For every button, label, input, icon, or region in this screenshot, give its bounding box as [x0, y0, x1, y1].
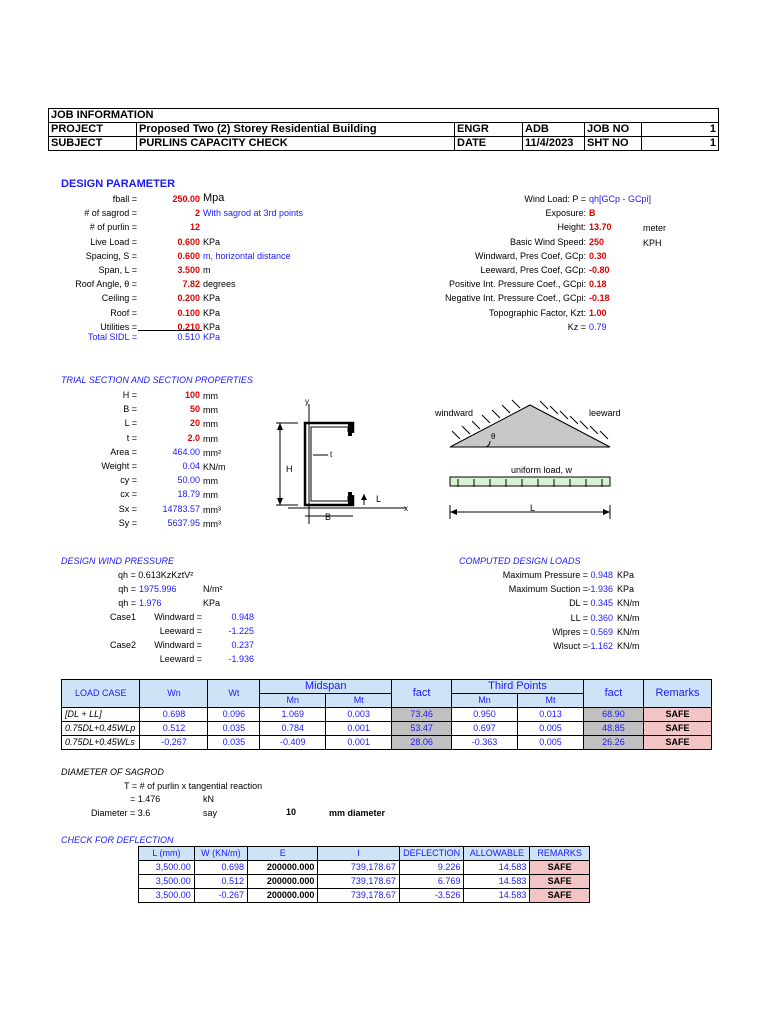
section-prop-unit: mm: [203, 391, 218, 401]
span-label: L: [530, 503, 536, 513]
wind-param-label: Exposure:: [545, 208, 586, 219]
sum-underline: [138, 330, 202, 331]
df-header: L (mm): [139, 847, 195, 861]
lc-fact2: 68.90: [584, 708, 644, 722]
windward-label: windward: [435, 408, 474, 418]
wind-param-label: Leeward, Pres Coef, GCp:: [480, 265, 586, 275]
lc-fact: 73.46: [392, 708, 452, 722]
diagram-t-label: t: [330, 450, 333, 459]
wind-param-unit: meter: [643, 223, 667, 234]
sagrod-t-value: = 1.476: [130, 794, 161, 804]
section-prop-unit: mm³: [203, 504, 221, 515]
df-remarks: SAFE: [530, 889, 590, 903]
qh-formula: qh = 0.613KzKztV²: [118, 570, 194, 580]
load-label: Maximum Suction =: [508, 584, 588, 595]
design-param-unit: m, horizontal distance: [203, 250, 291, 261]
df-l: 3,500.00: [139, 861, 195, 875]
project-label: PROJECT: [49, 123, 137, 137]
section-prop-label: Weight =: [101, 461, 137, 471]
lc-mt2: 0.005: [518, 722, 584, 736]
case2-windward-label: Windward =: [154, 640, 202, 650]
lc-row: [62, 722, 712, 736]
section-prop-label: B =: [123, 404, 137, 415]
case2-leeward-label: Leeward =: [159, 654, 202, 664]
section-prop-label: t =: [126, 432, 137, 443]
wind-param-value: 0.18: [589, 279, 607, 290]
section-prop-unit: mm: [203, 490, 218, 501]
deflection-table: [138, 846, 590, 903]
date-value: 11/4/2023: [523, 137, 585, 151]
theta-label: θ: [491, 432, 496, 441]
wind-param-value: 13.70: [589, 222, 612, 233]
df-allowable: 14.583: [464, 889, 530, 903]
section-prop-label: H =: [122, 390, 137, 400]
df-header: REMARKS: [530, 847, 590, 861]
section-prop-label: cy =: [120, 475, 137, 486]
section-prop-value: 464.00: [172, 446, 200, 457]
lc-mt: 0.001: [326, 736, 392, 750]
design-param-value: 7.82: [182, 279, 200, 290]
lc-wt: 0.035: [208, 736, 260, 750]
subject-name: PURLINS CAPACITY CHECK: [137, 137, 455, 151]
case2-windward-value: 0.237: [231, 640, 254, 650]
wind-param-value: 0.30: [589, 250, 607, 261]
case2-label: Case2: [110, 640, 137, 650]
design-param-unit: KPa: [203, 236, 221, 247]
lc-mn2: 0.950: [452, 708, 518, 722]
df-l: 3,500.00: [139, 889, 195, 903]
df-row: [139, 875, 590, 889]
lc-header-fact: fact: [392, 680, 452, 708]
total-sidl-label: Total SIDL =: [88, 332, 137, 342]
date-label: DATE: [455, 137, 523, 151]
section-prop-label: Sx =: [118, 503, 137, 514]
df-header: DEFLECTION: [399, 847, 464, 861]
sagrod-diameter-label: Diameter = 3.6: [91, 808, 151, 818]
section-prop-label: cx =: [120, 489, 137, 500]
lc-row: [62, 736, 712, 750]
sagrod-say: say: [203, 808, 218, 818]
df-header: I: [318, 847, 399, 861]
jobno-value: 1: [642, 123, 719, 137]
lc-wn: 0.698: [140, 708, 208, 722]
subject-label: SUBJECT: [49, 137, 137, 151]
design-param-label: # of purlin =: [89, 222, 137, 233]
section-prop-value: 100: [184, 390, 200, 400]
case1-windward-value: 0.948: [231, 612, 254, 622]
section-prop-unit: mm: [203, 405, 218, 416]
lc-case: 0.75DL+0.45WLs: [62, 736, 140, 750]
uniform-load-label: uniform load, w: [511, 465, 573, 475]
lc-row: [62, 708, 712, 722]
lc-wn: 0.512: [140, 722, 208, 736]
engr-value: ADB: [523, 123, 585, 137]
c-section-diagram: [268, 396, 418, 526]
lc-header-case: LOAD CASE: [62, 680, 140, 708]
df-w: 0.512: [194, 875, 247, 889]
lc-case: 0.75DL+0.45WLp: [62, 722, 140, 736]
lc-fact: 53.47: [392, 722, 452, 736]
design-param-value: 0.100: [177, 307, 200, 318]
wind-param-label: Negative Int. Pressure Coef., GCpi:: [444, 293, 586, 304]
design-param-label: Roof Angle, θ =: [75, 279, 137, 290]
qh1-unit: N/m²: [203, 584, 223, 594]
load-label: Maximum Pressure =: [502, 570, 588, 580]
wind-param-label: Windward, Pres Coef, GCp:: [474, 250, 586, 261]
qh2-value: 1.976: [139, 598, 162, 608]
df-header: W (KN/m): [194, 847, 247, 861]
df-l: 3,500.00: [139, 875, 195, 889]
df-e: 200000.000: [248, 861, 318, 875]
design-param-value: 0.210: [177, 321, 200, 332]
df-w: 0.698: [194, 861, 247, 875]
wind-param-value: -0.80: [589, 265, 610, 275]
df-e: 200000.000: [248, 875, 318, 889]
lc-remarks: SAFE: [643, 722, 711, 736]
section-prop-value: 5637.95: [167, 517, 200, 528]
section-prop-value: 50: [189, 404, 200, 415]
load-label: Wlsuct =: [553, 641, 588, 651]
section-prop-unit: mm: [203, 419, 218, 430]
diagram-h-label: H: [286, 464, 293, 474]
lc-mt: 0.001: [326, 722, 392, 736]
section-heading: TRIAL SECTION AND SECTION PROPERTIES: [61, 375, 253, 385]
design-param-label: Utilities =: [100, 321, 137, 332]
lc-fact2: 48.85: [584, 722, 644, 736]
df-i: 739,178.67: [318, 861, 399, 875]
job-information-table: [48, 108, 719, 151]
wind-param-unit: KPH: [643, 237, 662, 248]
load-unit: KN/m: [617, 612, 640, 623]
lc-fact: 28.06: [392, 736, 452, 750]
design-param-unit: m: [203, 265, 211, 275]
jobno-label: JOB NO: [585, 123, 642, 137]
section-prop-value: 14783.57: [162, 503, 200, 514]
design-param-value: 0.200: [177, 293, 200, 304]
section-prop-unit: mm²: [203, 447, 221, 458]
section-prop-label: Area =: [110, 446, 137, 457]
lc-mn2: -0.363: [452, 736, 518, 750]
qh2-label: qh =: [118, 598, 136, 608]
load-value: -1.162: [587, 641, 613, 651]
lc-header-wt: Wt: [208, 680, 260, 708]
sagrod-formula: T = # of purlin x tangential reaction: [124, 781, 263, 791]
section-prop-label: L =: [124, 418, 137, 429]
design-param-label: # of sagrod =: [84, 208, 137, 219]
load-case-table: [61, 679, 712, 750]
lc-header-mt2: Mt: [518, 694, 584, 708]
design-param-label: Span, L =: [98, 265, 137, 275]
df-row: [139, 889, 590, 903]
lc-header-third: Third Points: [452, 680, 584, 694]
lc-header-midspan: Midspan: [260, 680, 392, 694]
diagram-x-label: x: [404, 504, 408, 513]
lc-mn2: 0.697: [452, 722, 518, 736]
section-prop-value: 20: [189, 418, 200, 429]
total-sidl-value: 0.510: [177, 332, 200, 342]
section-prop-unit: mm³: [203, 518, 221, 529]
df-allowable: 14.583: [464, 861, 530, 875]
sagrod-diameter: 10: [286, 807, 297, 817]
df-remarks: SAFE: [530, 861, 590, 875]
wind-heading: DESIGN WIND PRESSURE: [61, 556, 175, 566]
design-param-value: 0.600: [177, 236, 200, 247]
design-param-value: 250.00: [172, 194, 200, 204]
diagram-b-label: B: [325, 512, 332, 522]
wind-param-value: qh[GCp - GCpi]: [589, 194, 652, 204]
df-row: [139, 861, 590, 875]
section-prop-unit: mm: [203, 433, 218, 444]
sagrod-t-unit: kN: [203, 794, 214, 804]
diagram-l-label: L: [376, 494, 382, 504]
wind-param-label: Positive Int. Pressure Coef., GCpi:: [448, 279, 586, 290]
section-prop-value: 0.04: [182, 461, 200, 471]
shtno-label: SHT NO: [585, 137, 642, 151]
total-sidl-unit: KPa: [203, 332, 221, 342]
diagram-y-label: y: [305, 397, 309, 406]
design-param-value: 12: [189, 222, 200, 233]
qh1-value: 1975.996: [139, 584, 177, 594]
engr-label: ENGR: [455, 123, 523, 137]
case1-leeward-label: Leeward =: [159, 626, 202, 636]
section-prop-value: 2.0: [187, 432, 200, 443]
lc-mn: 1.069: [260, 708, 326, 722]
qh1-label: qh =: [118, 584, 136, 594]
wind-param-label: Basic Wind Speed:: [509, 236, 586, 247]
lc-header-wn: Wn: [140, 680, 208, 708]
section-prop-value: 18.79: [177, 489, 200, 500]
section-prop-unit: KN/m: [203, 462, 226, 472]
design-param-unit: KPa: [203, 307, 221, 318]
lc-wn: -0.267: [140, 736, 208, 750]
load-unit: KN/m: [617, 641, 640, 651]
section-prop-unit: mm: [203, 476, 218, 487]
load-unit: KPa: [617, 570, 635, 580]
design-param-value: 0.600: [177, 250, 200, 261]
design-parameter-heading: DESIGN PARAMETER: [61, 178, 176, 190]
lc-fact2: 26.26: [584, 736, 644, 750]
load-unit: KN/m: [617, 626, 640, 637]
design-param-label: Spacing, S =: [85, 250, 137, 261]
lc-header-fact2: fact: [584, 680, 644, 708]
lc-wt: 0.096: [208, 708, 260, 722]
wind-param-value: B: [589, 208, 596, 219]
df-header: E: [248, 847, 318, 861]
lc-header-mt: Mt: [326, 694, 392, 708]
lc-remarks: SAFE: [643, 736, 711, 750]
wind-param-label: Topographic Factor, Kzt:: [488, 307, 586, 318]
deflection-heading: CHECK FOR DEFLECTION: [61, 835, 174, 845]
load-label: Wlpres =: [552, 626, 588, 637]
load-label: DL =: [569, 598, 588, 609]
df-i: 739,178.67: [318, 889, 399, 903]
lc-header-remarks: Remarks: [643, 680, 711, 708]
df-remarks: SAFE: [530, 875, 590, 889]
lc-mn: 0.784: [260, 722, 326, 736]
wind-param-value: -0.18: [589, 293, 610, 304]
design-param-unit: KPa: [203, 293, 221, 304]
wind-param-label: Kz =: [567, 321, 586, 332]
df-e: 200000.000: [248, 889, 318, 903]
lc-wt: 0.035: [208, 722, 260, 736]
lc-mn: -0.409: [260, 736, 326, 750]
design-param-unit: KPa: [203, 321, 221, 332]
df-deflection: 6.769: [399, 875, 464, 889]
df-deflection: 9.226: [399, 861, 464, 875]
design-param-label: Roof =: [110, 307, 137, 318]
load-value: 0.360: [590, 612, 613, 623]
lc-case: [DL + LL]: [62, 708, 140, 722]
loads-heading: COMPUTED DESIGN LOADS: [459, 556, 581, 566]
shtno-value: 1: [642, 137, 719, 151]
wind-param-value: 250: [589, 236, 605, 247]
design-param-label: fball =: [112, 194, 137, 204]
df-deflection: -3.526: [399, 889, 464, 903]
leeward-label: leeward: [589, 408, 621, 418]
job-title: JOB INFORMATION: [49, 109, 719, 123]
case2-leeward-value: -1.936: [228, 654, 254, 664]
lc-mt: 0.003: [326, 708, 392, 722]
load-value: 0.345: [590, 598, 613, 609]
lc-remarks: SAFE: [643, 708, 711, 722]
design-param-value: 3.500: [177, 265, 200, 275]
wind-param-value: 1.00: [589, 307, 607, 318]
load-label: LL =: [570, 612, 588, 623]
lc-header-mn2: Mn: [452, 694, 518, 708]
load-value: -1.936: [587, 584, 613, 595]
load-value: 0.948: [590, 570, 613, 580]
case1-leeward-value: -1.225: [228, 626, 254, 636]
lc-mt2: 0.013: [518, 708, 584, 722]
qh2-unit: KPa: [203, 598, 221, 608]
section-prop-label: Sy =: [118, 517, 137, 528]
wind-param-label: Height:: [557, 222, 586, 233]
df-header: ALLOWABLE: [464, 847, 530, 861]
sagrod-diameter-unit: mm diameter: [329, 808, 386, 818]
lc-header-mn: Mn: [260, 694, 326, 708]
design-param-label: Live Load =: [90, 236, 137, 247]
case1-label: Case1: [110, 612, 137, 622]
design-param-unit: degrees: [203, 279, 236, 290]
df-allowable: 14.583: [464, 875, 530, 889]
sagrod-heading: DIAMETER OF SAGROD: [61, 767, 164, 777]
wind-param-label: Wind Load: P =: [524, 194, 586, 204]
load-unit: KPa: [617, 584, 635, 595]
df-i: 739,178.67: [318, 875, 399, 889]
wind-param-value: 0.79: [589, 321, 607, 332]
design-param-unit: Mpa: [203, 192, 225, 204]
project-name: Proposed Two (2) Storey Residential Building: [137, 123, 455, 137]
case1-windward-label: Windward =: [154, 612, 202, 622]
design-param-label: Ceiling =: [101, 293, 137, 304]
lc-mt2: 0.005: [518, 736, 584, 750]
load-value: 0.569: [590, 626, 613, 637]
df-w: -0.267: [194, 889, 247, 903]
design-param-unit: With sagrod at 3rd points: [203, 208, 304, 219]
section-prop-value: 50.00: [177, 475, 200, 486]
load-unit: KN/m: [617, 598, 640, 609]
design-param-value: 2: [194, 208, 200, 219]
